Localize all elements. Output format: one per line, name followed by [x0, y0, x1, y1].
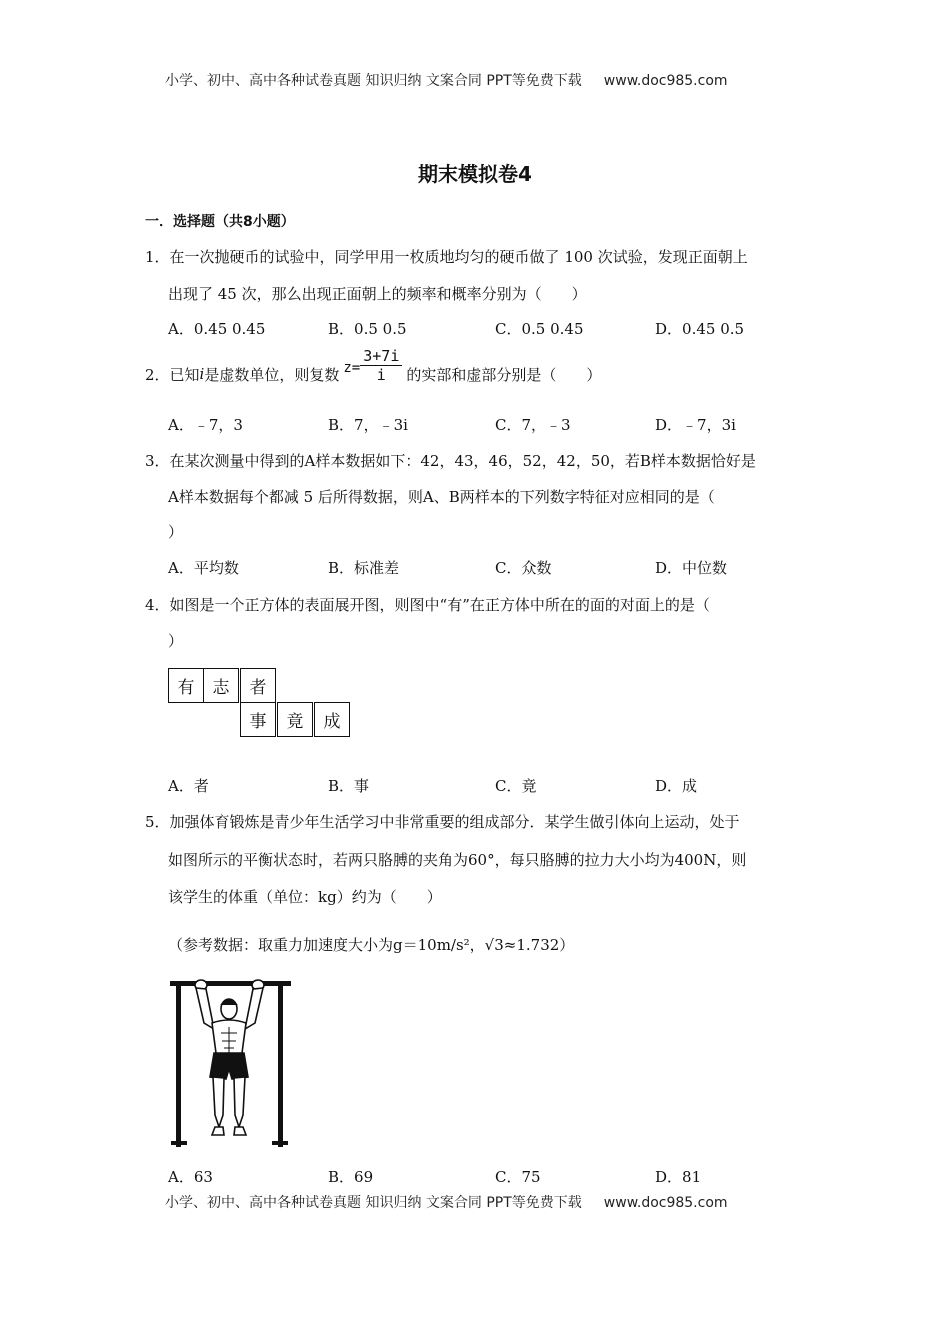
q4-option-a: A．者	[168, 777, 209, 795]
athlete	[195, 980, 264, 1135]
net-cell-bottom-3: 成	[314, 702, 350, 737]
q3-option-c: C．众数	[495, 559, 552, 577]
footer-text: 小学、初中、高中各种试卷真题 知识归纳 文案合同 PPT等免费下载	[165, 1195, 582, 1211]
q4-line2: ）	[168, 632, 184, 650]
q5-line1: 5．加强体育锻炼是青少年生活学习中非常重要的组成部分．某学生做引体向上运动，处于	[145, 813, 740, 831]
q2-fraction	[360, 347, 402, 384]
q2-mid: 是虚数单位，则复数	[204, 365, 340, 384]
q5-line2: 如图所示的平衡状态时，若两只胳膊的夹角为60°，每只胳膊的拉力大小均为400N，则	[168, 851, 747, 869]
net-cell-bottom-1: 事	[240, 702, 276, 737]
q2-post: 的实部和虚部分别是（ ）	[406, 365, 602, 384]
q2-var: i	[199, 365, 205, 383]
q2-numerator: 3+7i	[360, 347, 402, 366]
q1-line2: 出现了 45 次，那么出现正面朝上的频率和概率分别为（ ）	[168, 285, 587, 303]
q1-line1: 1．在一次抛硬币的试验中，同学甲用一枚质地均匀的硬币做了 100 次试验，发现正面朝上	[145, 248, 748, 266]
q2-denominator: i	[376, 365, 386, 384]
q3-line1: 3．在某次测量中得到的A样本数据如下：42，43，46，52，42，50，若B样本数据恰好是	[145, 452, 756, 470]
section-heading: 一．选择题（共8小题）	[145, 214, 295, 230]
page-header	[165, 70, 728, 90]
q4-option-c: C．竟	[495, 777, 537, 795]
q5-option-d: D．81	[655, 1168, 702, 1186]
cube-net-diagram	[168, 668, 353, 740]
page-title: 期末模拟卷4	[418, 162, 532, 186]
q2-option-d: D．﹣7，3i	[655, 416, 736, 434]
horizontal-bar	[170, 981, 291, 986]
net-cell-top-3: 者	[240, 668, 276, 703]
right-post	[278, 981, 283, 1147]
net-cell-top-1: 有	[168, 668, 204, 703]
q5-line3: 该学生的体重（单位：kg）约为（ ）	[168, 888, 442, 906]
page-footer	[165, 1192, 728, 1212]
q5-option-a: A．63	[168, 1168, 213, 1186]
q4-option-d: D．成	[655, 777, 698, 795]
q3-line3: ）	[168, 523, 184, 541]
net-cell-top-2: 志	[203, 668, 239, 703]
left-post	[176, 981, 181, 1147]
q1-option-b: B．0.5 0.5	[328, 320, 407, 338]
net-cell-bottom-2: 竟	[277, 702, 313, 737]
q2-line	[145, 346, 602, 396]
header-text: 小学、初中、高中各种试卷真题 知识归纳 文案合同 PPT等免费下载	[165, 73, 582, 89]
pullup-figure	[168, 975, 293, 1150]
q2-z-label: z=	[343, 360, 361, 376]
q3-option-d: D．中位数	[655, 559, 728, 577]
q3-option-b: B．标准差	[328, 559, 400, 577]
q4-line1: 4．如图是一个正方体的表面展开图，则图中“有”在正方体中所在的面的对面上的是（	[145, 596, 710, 614]
q2-option-b: B．7，﹣3i	[328, 416, 408, 434]
q5-option-c: C．75	[495, 1168, 541, 1186]
q4-option-b: B．事	[328, 777, 370, 795]
q2-pre: 2．已知	[145, 365, 200, 384]
q1-option-c: C．0.5 0.45	[495, 320, 584, 338]
q5-option-b: B．69	[328, 1168, 374, 1186]
q2-option-c: C．7，﹣3	[495, 416, 571, 434]
q3-line2: A样本数据每个都减 5 后所得数据，则A、B两样本的下列数字特征对应相同的是（	[168, 488, 715, 506]
q1-option-d: D．0.45 0.5	[655, 320, 745, 338]
q5-reference-data: （参考数据：取重力加速度大小为g＝10m/s²，√3≈1.732）	[168, 936, 575, 954]
q2-option-a: A．﹣7，3	[168, 416, 243, 434]
header-url[interactable]: www.doc985.com	[603, 73, 728, 89]
q1-option-a: A．0.45 0.45	[168, 320, 266, 338]
q3-option-a: A．平均数	[168, 559, 239, 577]
footer-url[interactable]: www.doc985.com	[603, 1195, 728, 1211]
